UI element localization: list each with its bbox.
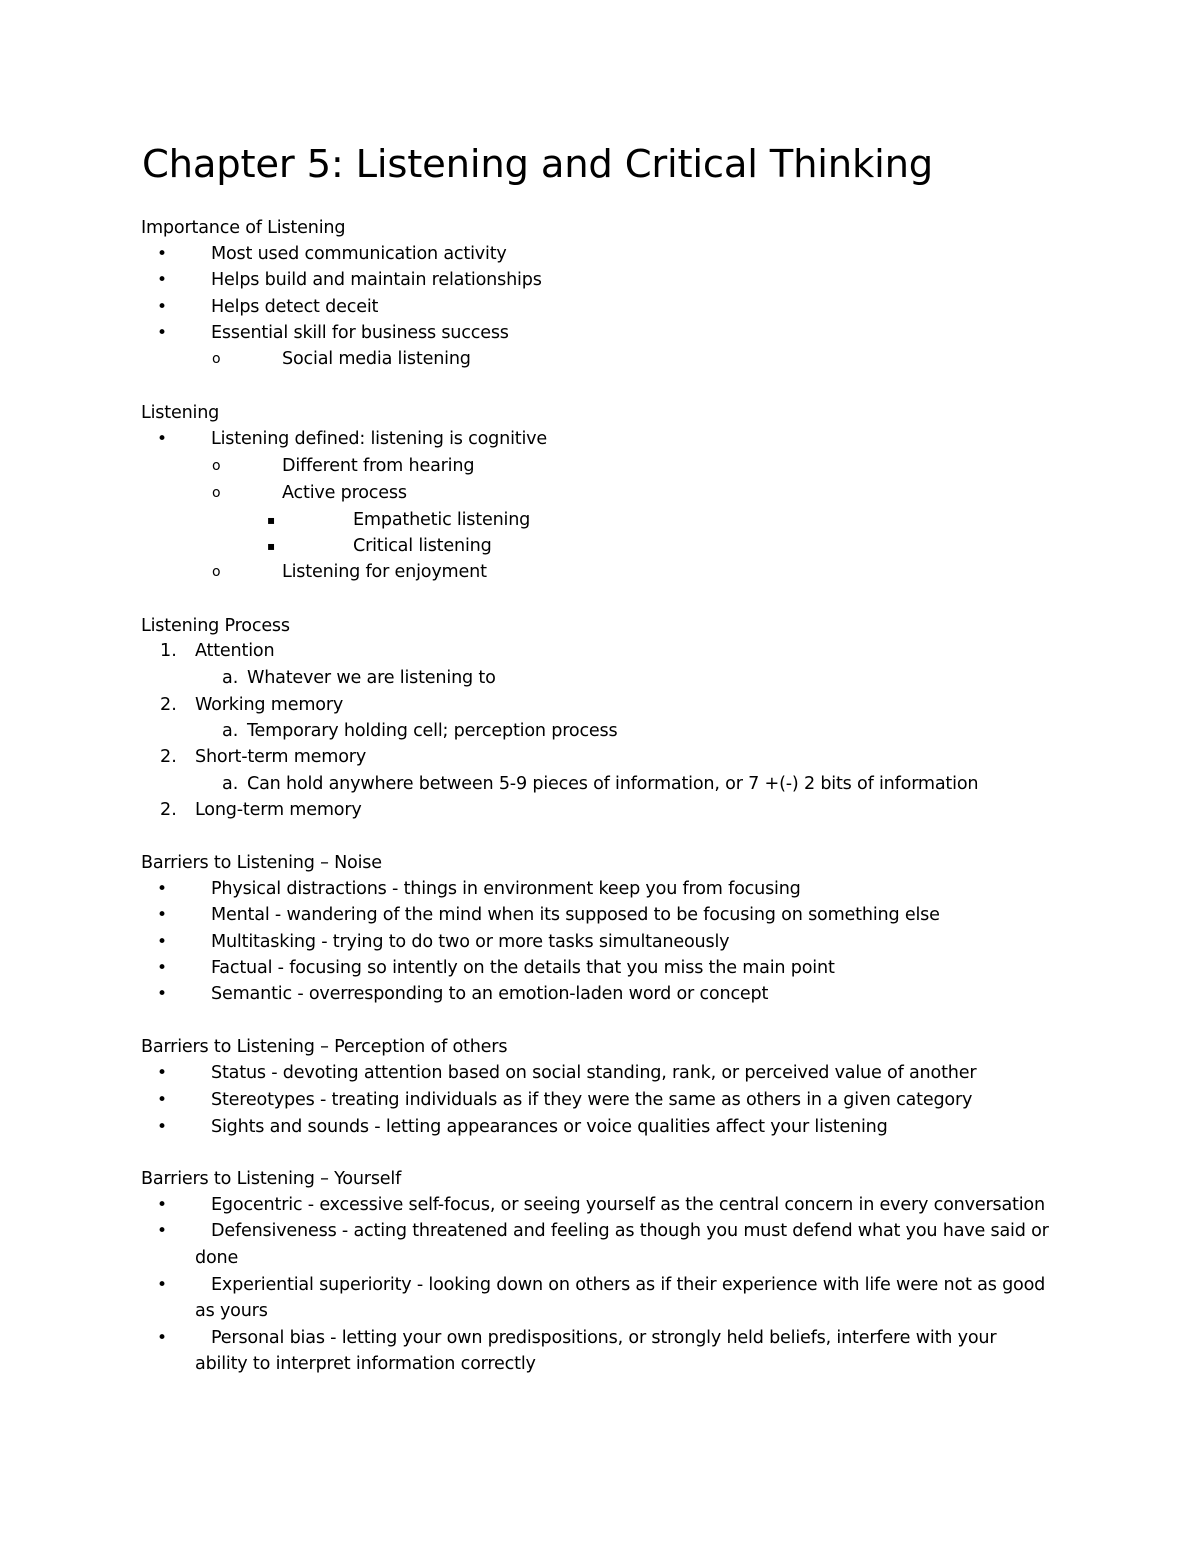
section-heading-importance: Importance of Listening <box>141 218 346 238</box>
list-item: Sights and sounds - letting appearances or voice qualities affect your listening <box>211 1117 888 1137</box>
step-number: 2. <box>160 747 177 767</box>
section-heading-process: Listening Process <box>141 616 290 636</box>
bullet-icon: • <box>157 905 168 925</box>
bullet-icon: • <box>157 429 168 449</box>
section-heading-perception: Barriers to Listening – Perception of others <box>141 1037 508 1057</box>
list-item: Factual - focusing so intently on the details that you miss the main point <box>211 958 835 978</box>
bullet-icon: • <box>157 879 168 899</box>
list-item: Helps detect deceit <box>211 297 379 317</box>
list-item: Egocentric - excessive self-focus, or seeing yourself as the central concern in every conversation <box>211 1195 1045 1215</box>
circle-bullet-icon: o <box>212 351 221 367</box>
list-subitem: Temporary holding cell; perception process <box>247 721 618 741</box>
list-subitem: Active process <box>282 483 407 503</box>
list-subitem: Whatever we are listening to <box>247 668 496 688</box>
circle-bullet-icon: o <box>212 458 221 474</box>
bullet-icon: • <box>157 270 168 290</box>
list-subsubitem: Critical listening <box>353 536 492 556</box>
bullet-icon: • <box>157 958 168 978</box>
step-number: 2. <box>160 695 177 715</box>
section-heading-noise: Barriers to Listening – Noise <box>141 853 382 873</box>
bullet-icon: • <box>157 244 168 264</box>
list-item: Multitasking - trying to do two or more tasks simultaneously <box>211 932 730 952</box>
bullet-icon: • <box>157 984 168 1004</box>
list-subsubitem: Empathetic listening <box>353 510 531 530</box>
list-item: Mental - wandering of the mind when its supposed to be focusing on something else <box>211 905 940 925</box>
list-item: Status - devoting attention based on social standing, rank, or perceived value of another <box>211 1063 977 1083</box>
list-item: Physical distractions - things in environment keep you from focusing <box>211 879 801 899</box>
circle-bullet-icon: o <box>212 485 221 501</box>
square-bullet-icon: ▪ <box>267 539 276 553</box>
bullet-icon: • <box>157 1221 168 1241</box>
list-item: Helps build and maintain relationships <box>211 270 542 290</box>
list-item: Working memory <box>195 695 344 715</box>
list-item: Essential skill for business success <box>211 323 509 343</box>
step-letter: a. <box>222 721 239 741</box>
list-item: Semantic - overresponding to an emotion-laden word or concept <box>211 984 769 1004</box>
step-letter: a. <box>222 774 239 794</box>
list-item: Attention <box>195 641 275 661</box>
list-item: Most used communication activity <box>211 244 507 264</box>
list-item: Stereotypes - treating individuals as if they were the same as others in a given category <box>211 1090 973 1110</box>
list-item: Personal bias - letting your own predispositions, or strongly held beliefs, interfere with your <box>211 1328 997 1348</box>
list-subitem: Can hold anywhere between 5-9 pieces of information, or 7 +(-) 2 bits of information <box>247 774 979 794</box>
bullet-icon: • <box>157 932 168 952</box>
list-subitem: Social media listening <box>282 349 471 369</box>
bullet-icon: • <box>157 297 168 317</box>
step-number: 2. <box>160 800 177 820</box>
bullet-icon: • <box>157 1328 168 1348</box>
bullet-icon: • <box>157 1063 168 1083</box>
list-item: Short-term memory <box>195 747 367 767</box>
list-item: Experiential superiority - looking down on others as if their experience with life were not as good <box>211 1275 1046 1295</box>
bullet-icon: • <box>157 1195 168 1215</box>
bullet-icon: • <box>157 1117 168 1137</box>
step-letter: a. <box>222 668 239 688</box>
section-heading-listening: Listening <box>141 403 220 423</box>
square-bullet-icon: ▪ <box>267 513 276 527</box>
list-item-continuation: as yours <box>195 1301 268 1321</box>
step-number: 1. <box>160 641 177 661</box>
bullet-icon: • <box>157 1090 168 1110</box>
list-item-continuation: done <box>195 1248 239 1268</box>
bullet-icon: • <box>157 1275 168 1295</box>
list-subitem: Listening for enjoyment <box>282 562 487 582</box>
list-item-continuation: ability to interpret information correctly <box>195 1354 536 1374</box>
section-heading-yourself: Barriers to Listening – Yourself <box>141 1169 402 1189</box>
list-subitem: Different from hearing <box>282 456 475 476</box>
list-item: Listening defined: listening is cognitive <box>211 429 547 449</box>
page-title: Chapter 5: Listening and Critical Thinking <box>142 142 934 187</box>
bullet-icon: • <box>157 323 168 343</box>
list-item: Defensiveness - acting threatened and feeling as though you must defend what you have said or <box>211 1221 1049 1241</box>
circle-bullet-icon: o <box>212 564 221 580</box>
list-item: Long-term memory <box>195 800 362 820</box>
